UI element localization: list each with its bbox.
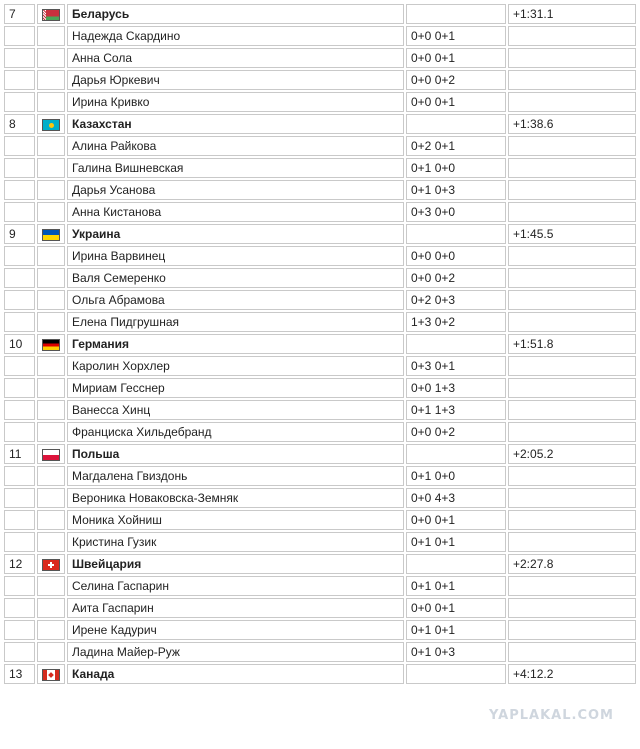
athlete-rank [4, 532, 35, 552]
athlete-row [4, 290, 636, 310]
ukraine-flag-icon [42, 229, 60, 241]
athlete-flag [37, 48, 65, 68]
team-flag-cell [37, 554, 65, 574]
athlete-flag [37, 70, 65, 90]
team-flag-cell [37, 664, 65, 684]
athlete-row [4, 422, 636, 442]
athlete-shooting: 0+0 0+2 [406, 422, 506, 442]
athlete-rank [4, 576, 35, 596]
athlete-name: Моника Хойниш [67, 510, 404, 530]
athlete-time [508, 312, 636, 332]
athlete-flag [37, 378, 65, 398]
athlete-name: Дарья Усанова [67, 180, 404, 200]
athlete-time [508, 642, 636, 662]
athlete-name: Каролин Хорхлер [67, 356, 404, 376]
athlete-shooting: 0+1 1+3 [406, 400, 506, 420]
team-rank: 10 [4, 334, 35, 354]
athlete-row [4, 532, 636, 552]
team-name: Польша [67, 444, 404, 464]
athlete-name: Аита Гаспарин [67, 598, 404, 618]
athlete-name: Ирене Кадурич [67, 620, 404, 640]
athlete-row [4, 180, 636, 200]
athlete-shooting: 0+1 0+0 [406, 466, 506, 486]
team-shooting [406, 224, 506, 244]
athlete-time [508, 378, 636, 398]
athlete-row [4, 202, 636, 222]
kazakhstan-flag-icon [42, 119, 60, 131]
athlete-row [4, 488, 636, 508]
results-body [4, 4, 636, 684]
athlete-time [508, 180, 636, 200]
athlete-row [4, 356, 636, 376]
team-row [4, 444, 636, 464]
athlete-row [4, 510, 636, 530]
belarus-flag-icon [42, 9, 60, 21]
athlete-shooting: 1+3 0+2 [406, 312, 506, 332]
athlete-flag [37, 290, 65, 310]
athlete-name: Ольга Абрамова [67, 290, 404, 310]
athlete-time [508, 488, 636, 508]
team-rank: 9 [4, 224, 35, 244]
poland-flag-icon [42, 449, 60, 461]
athlete-shooting: 0+1 0+3 [406, 642, 506, 662]
switzerland-flag-icon [42, 559, 60, 571]
athlete-row [4, 378, 636, 398]
athlete-rank [4, 92, 35, 112]
athlete-rank [4, 136, 35, 156]
team-flag-cell [37, 224, 65, 244]
athlete-time [508, 26, 636, 46]
athlete-shooting: 0+1 0+0 [406, 158, 506, 178]
team-rank: 11 [4, 444, 35, 464]
team-flag-cell [37, 334, 65, 354]
results-table [2, 2, 638, 686]
athlete-rank [4, 26, 35, 46]
athlete-rank [4, 290, 35, 310]
athlete-shooting: 0+0 0+2 [406, 70, 506, 90]
team-time: +1:45.5 [508, 224, 636, 244]
athlete-flag [37, 26, 65, 46]
athlete-name: Надежда Скардино [67, 26, 404, 46]
athlete-row [4, 70, 636, 90]
athlete-row [4, 26, 636, 46]
athlete-time [508, 136, 636, 156]
athlete-time [508, 70, 636, 90]
athlete-flag [37, 400, 65, 420]
athlete-time [508, 92, 636, 112]
team-shooting [406, 444, 506, 464]
athlete-row [4, 598, 636, 618]
athlete-rank [4, 488, 35, 508]
athlete-flag [37, 92, 65, 112]
athlete-name: Анна Кистанова [67, 202, 404, 222]
athlete-row [4, 466, 636, 486]
athlete-flag [37, 312, 65, 332]
team-row [4, 4, 636, 24]
team-flag-cell [37, 114, 65, 134]
athlete-shooting: 0+0 0+1 [406, 510, 506, 530]
team-shooting [406, 4, 506, 24]
athlete-shooting: 0+1 0+1 [406, 620, 506, 640]
athlete-row [4, 136, 636, 156]
athlete-shooting: 0+3 0+1 [406, 356, 506, 376]
athlete-name: Валя Семеренко [67, 268, 404, 288]
athlete-shooting: 0+0 0+1 [406, 92, 506, 112]
team-time: +1:51.8 [508, 334, 636, 354]
team-name: Швейцария [67, 554, 404, 574]
team-name: Беларусь [67, 4, 404, 24]
team-time: +1:31.1 [508, 4, 636, 24]
athlete-shooting: 0+0 1+3 [406, 378, 506, 398]
athlete-rank [4, 312, 35, 332]
athlete-row [4, 312, 636, 332]
athlete-flag [37, 158, 65, 178]
athlete-name: Вероника Новаковска-Земняк [67, 488, 404, 508]
athlete-flag [37, 202, 65, 222]
team-row [4, 664, 636, 684]
athlete-name: Галина Вишневская [67, 158, 404, 178]
athlete-shooting: 0+3 0+0 [406, 202, 506, 222]
team-flag-cell [37, 444, 65, 464]
athlete-name: Алина Райкова [67, 136, 404, 156]
athlete-rank [4, 246, 35, 266]
athlete-time [508, 202, 636, 222]
team-flag-cell [37, 4, 65, 24]
athlete-shooting: 0+2 0+1 [406, 136, 506, 156]
athlete-row [4, 92, 636, 112]
team-row [4, 224, 636, 244]
athlete-time [508, 422, 636, 442]
athlete-row [4, 246, 636, 266]
athlete-flag [37, 576, 65, 596]
team-row [4, 554, 636, 574]
team-rank: 7 [4, 4, 35, 24]
team-time: +2:27.8 [508, 554, 636, 574]
athlete-row [4, 268, 636, 288]
athlete-flag [37, 620, 65, 640]
athlete-time [508, 158, 636, 178]
germany-flag-icon [42, 339, 60, 351]
athlete-rank [4, 158, 35, 178]
athlete-time [508, 356, 636, 376]
athlete-row [4, 642, 636, 662]
athlete-flag [37, 268, 65, 288]
athlete-rank [4, 598, 35, 618]
athlete-shooting: 0+0 0+1 [406, 598, 506, 618]
athlete-time [508, 400, 636, 420]
athlete-rank [4, 180, 35, 200]
athlete-row [4, 400, 636, 420]
athlete-flag [37, 510, 65, 530]
athlete-rank [4, 356, 35, 376]
athlete-name: Ирина Кривко [67, 92, 404, 112]
team-shooting [406, 554, 506, 574]
athlete-row [4, 576, 636, 596]
athlete-flag [37, 180, 65, 200]
athlete-flag [37, 136, 65, 156]
site-watermark: YAPLAKAL.COM [489, 708, 614, 723]
team-time: +1:38.6 [508, 114, 636, 134]
athlete-flag [37, 466, 65, 486]
team-rank: 13 [4, 664, 35, 684]
athlete-name: Дарья Юркевич [67, 70, 404, 90]
athlete-shooting: 0+2 0+3 [406, 290, 506, 310]
athlete-rank [4, 466, 35, 486]
athlete-time [508, 246, 636, 266]
team-shooting [406, 334, 506, 354]
athlete-rank [4, 268, 35, 288]
athlete-time [508, 48, 636, 68]
athlete-shooting: 0+1 0+3 [406, 180, 506, 200]
athlete-flag [37, 642, 65, 662]
athlete-name: Елена Пидгрушная [67, 312, 404, 332]
athlete-rank [4, 510, 35, 530]
athlete-rank [4, 400, 35, 420]
athlete-name: Селина Гаспарин [67, 576, 404, 596]
team-time: +2:05.2 [508, 444, 636, 464]
athlete-rank [4, 202, 35, 222]
athlete-time [508, 598, 636, 618]
athlete-row [4, 48, 636, 68]
athlete-name: Кристина Гузик [67, 532, 404, 552]
team-shooting [406, 664, 506, 684]
athlete-time [508, 290, 636, 310]
athlete-name: Анна Сола [67, 48, 404, 68]
canada-flag-icon [42, 669, 60, 681]
athlete-name: Магдалена Гвиздонь [67, 466, 404, 486]
athlete-name: Мириам Гесснер [67, 378, 404, 398]
athlete-flag [37, 488, 65, 508]
athlete-rank [4, 70, 35, 90]
athlete-rank [4, 642, 35, 662]
athlete-name: Ирина Варвинец [67, 246, 404, 266]
athlete-shooting: 0+0 0+2 [406, 268, 506, 288]
athlete-time [508, 510, 636, 530]
athlete-shooting: 0+0 0+0 [406, 246, 506, 266]
team-row [4, 114, 636, 134]
athlete-flag [37, 422, 65, 442]
athlete-row [4, 620, 636, 640]
athlete-name: Ванесса Хинц [67, 400, 404, 420]
athlete-flag [37, 532, 65, 552]
athlete-name: Франциска Хильдебранд [67, 422, 404, 442]
team-shooting [406, 114, 506, 134]
athlete-row [4, 158, 636, 178]
athlete-rank [4, 422, 35, 442]
team-name: Украина [67, 224, 404, 244]
athlete-rank [4, 620, 35, 640]
athlete-shooting: 0+0 0+1 [406, 48, 506, 68]
athlete-time [508, 466, 636, 486]
athlete-flag [37, 246, 65, 266]
team-name: Германия [67, 334, 404, 354]
athlete-flag [37, 598, 65, 618]
athlete-shooting: 0+0 0+1 [406, 26, 506, 46]
team-time: +4:12.2 [508, 664, 636, 684]
athlete-time [508, 576, 636, 596]
team-rank: 8 [4, 114, 35, 134]
team-name: Казахстан [67, 114, 404, 134]
athlete-time [508, 620, 636, 640]
team-row [4, 334, 636, 354]
athlete-flag [37, 356, 65, 376]
athlete-shooting: 0+0 4+3 [406, 488, 506, 508]
athlete-time [508, 268, 636, 288]
athlete-time [508, 532, 636, 552]
team-rank: 12 [4, 554, 35, 574]
athlete-rank [4, 378, 35, 398]
athlete-rank [4, 48, 35, 68]
athlete-name: Ладина Майер-Руж [67, 642, 404, 662]
athlete-shooting: 0+1 0+1 [406, 532, 506, 552]
athlete-shooting: 0+1 0+1 [406, 576, 506, 596]
team-name: Канада [67, 664, 404, 684]
